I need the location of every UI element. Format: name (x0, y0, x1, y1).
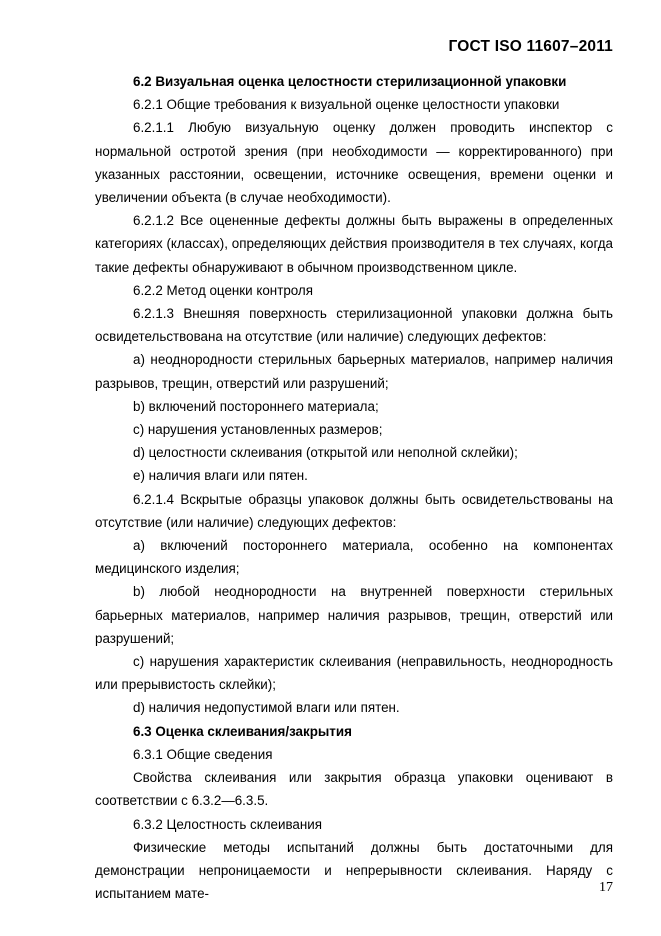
document-body (95, 70, 613, 905)
paragraph: 6.2.1.3 Внешняя поверхность стерилизационной упаковки должна быть освидетельствована на отсутствие (или наличие) следующих дефектов: (95, 306, 613, 345)
page-number: 17 (599, 880, 613, 895)
paragraph: e) наличия влаги или пятен. (133, 468, 308, 484)
paragraph: a) включений постороннего материала, особенно на компонентах медицинского изделия; (95, 538, 613, 577)
paragraph: 6.2.1.2 Все оцененные дефекты должны быть выражены в определенных категориях (классах), определяющих действия производителя в тех случаях, когда такие дефекты обнаруживают в обычном производственном цикле. (95, 213, 613, 275)
paragraph: a) неоднородности стерильных барьерных материалов, например наличия разрывов, трещин, отверстий или разрушений; (95, 352, 613, 391)
paragraph: Свойства склеивания или закрытия образца упаковки оценивают в соответствии с 6.3.2—6.3.5. (95, 770, 613, 809)
paragraph: c) нарушения характеристик склеивания (неправильность, неоднородность или прерывистость склейки); (95, 654, 613, 693)
paragraph: c) нарушения установленных размеров; (133, 422, 383, 438)
standard-header: ГОСТ ISO 11607–2011 (448, 38, 613, 55)
section-heading: 6.3 Оценка склеивания/закрытия (133, 723, 352, 739)
paragraph: 6.2.1.1 Любую визуальную оценку должен проводить инспектор с нормальной остротой зрения (при необходимости — корректированного) при указанных расстоянии, освещении, источнике освещения, времени оценки и увеличении объекта (в случае необходимости). (95, 120, 613, 206)
paragraph: 6.3.1 Общие сведения (133, 746, 273, 762)
paragraph: Физические методы испытаний должны быть достаточными для демонстрации непроницаемости и непрерывности склеивания. Наряду с испытанием мате- (95, 839, 613, 902)
paragraph: 6.2.2 Метод оценки контроля (133, 282, 313, 298)
paragraph: 6.3.2 Целостность склеивания (133, 816, 322, 832)
paragraph: b) любой неоднородности на внутренней поверхности стерильных барьерных материалов, например наличия разрывов, трещин, отверстий или разрушений; (95, 584, 613, 646)
paragraph: d) наличия недопустимой влаги или пятен. (133, 700, 400, 716)
paragraph: b) включений постороннего материала; (133, 398, 379, 414)
paragraph: 6.2.1.4 Вскрытые образцы упаковок должны быть освидетельствованы на отсутствие (или наличие) следующих дефектов: (95, 491, 613, 530)
paragraph: d) целостности склеивания (открытой или неполной склейки); (133, 445, 518, 461)
section-heading: 6.2 Визуальная оценка целостности стерилизационной упаковки (133, 74, 567, 89)
paragraph: 6.2.1 Общие требования к визуальной оценке целостности упаковки (133, 97, 560, 113)
